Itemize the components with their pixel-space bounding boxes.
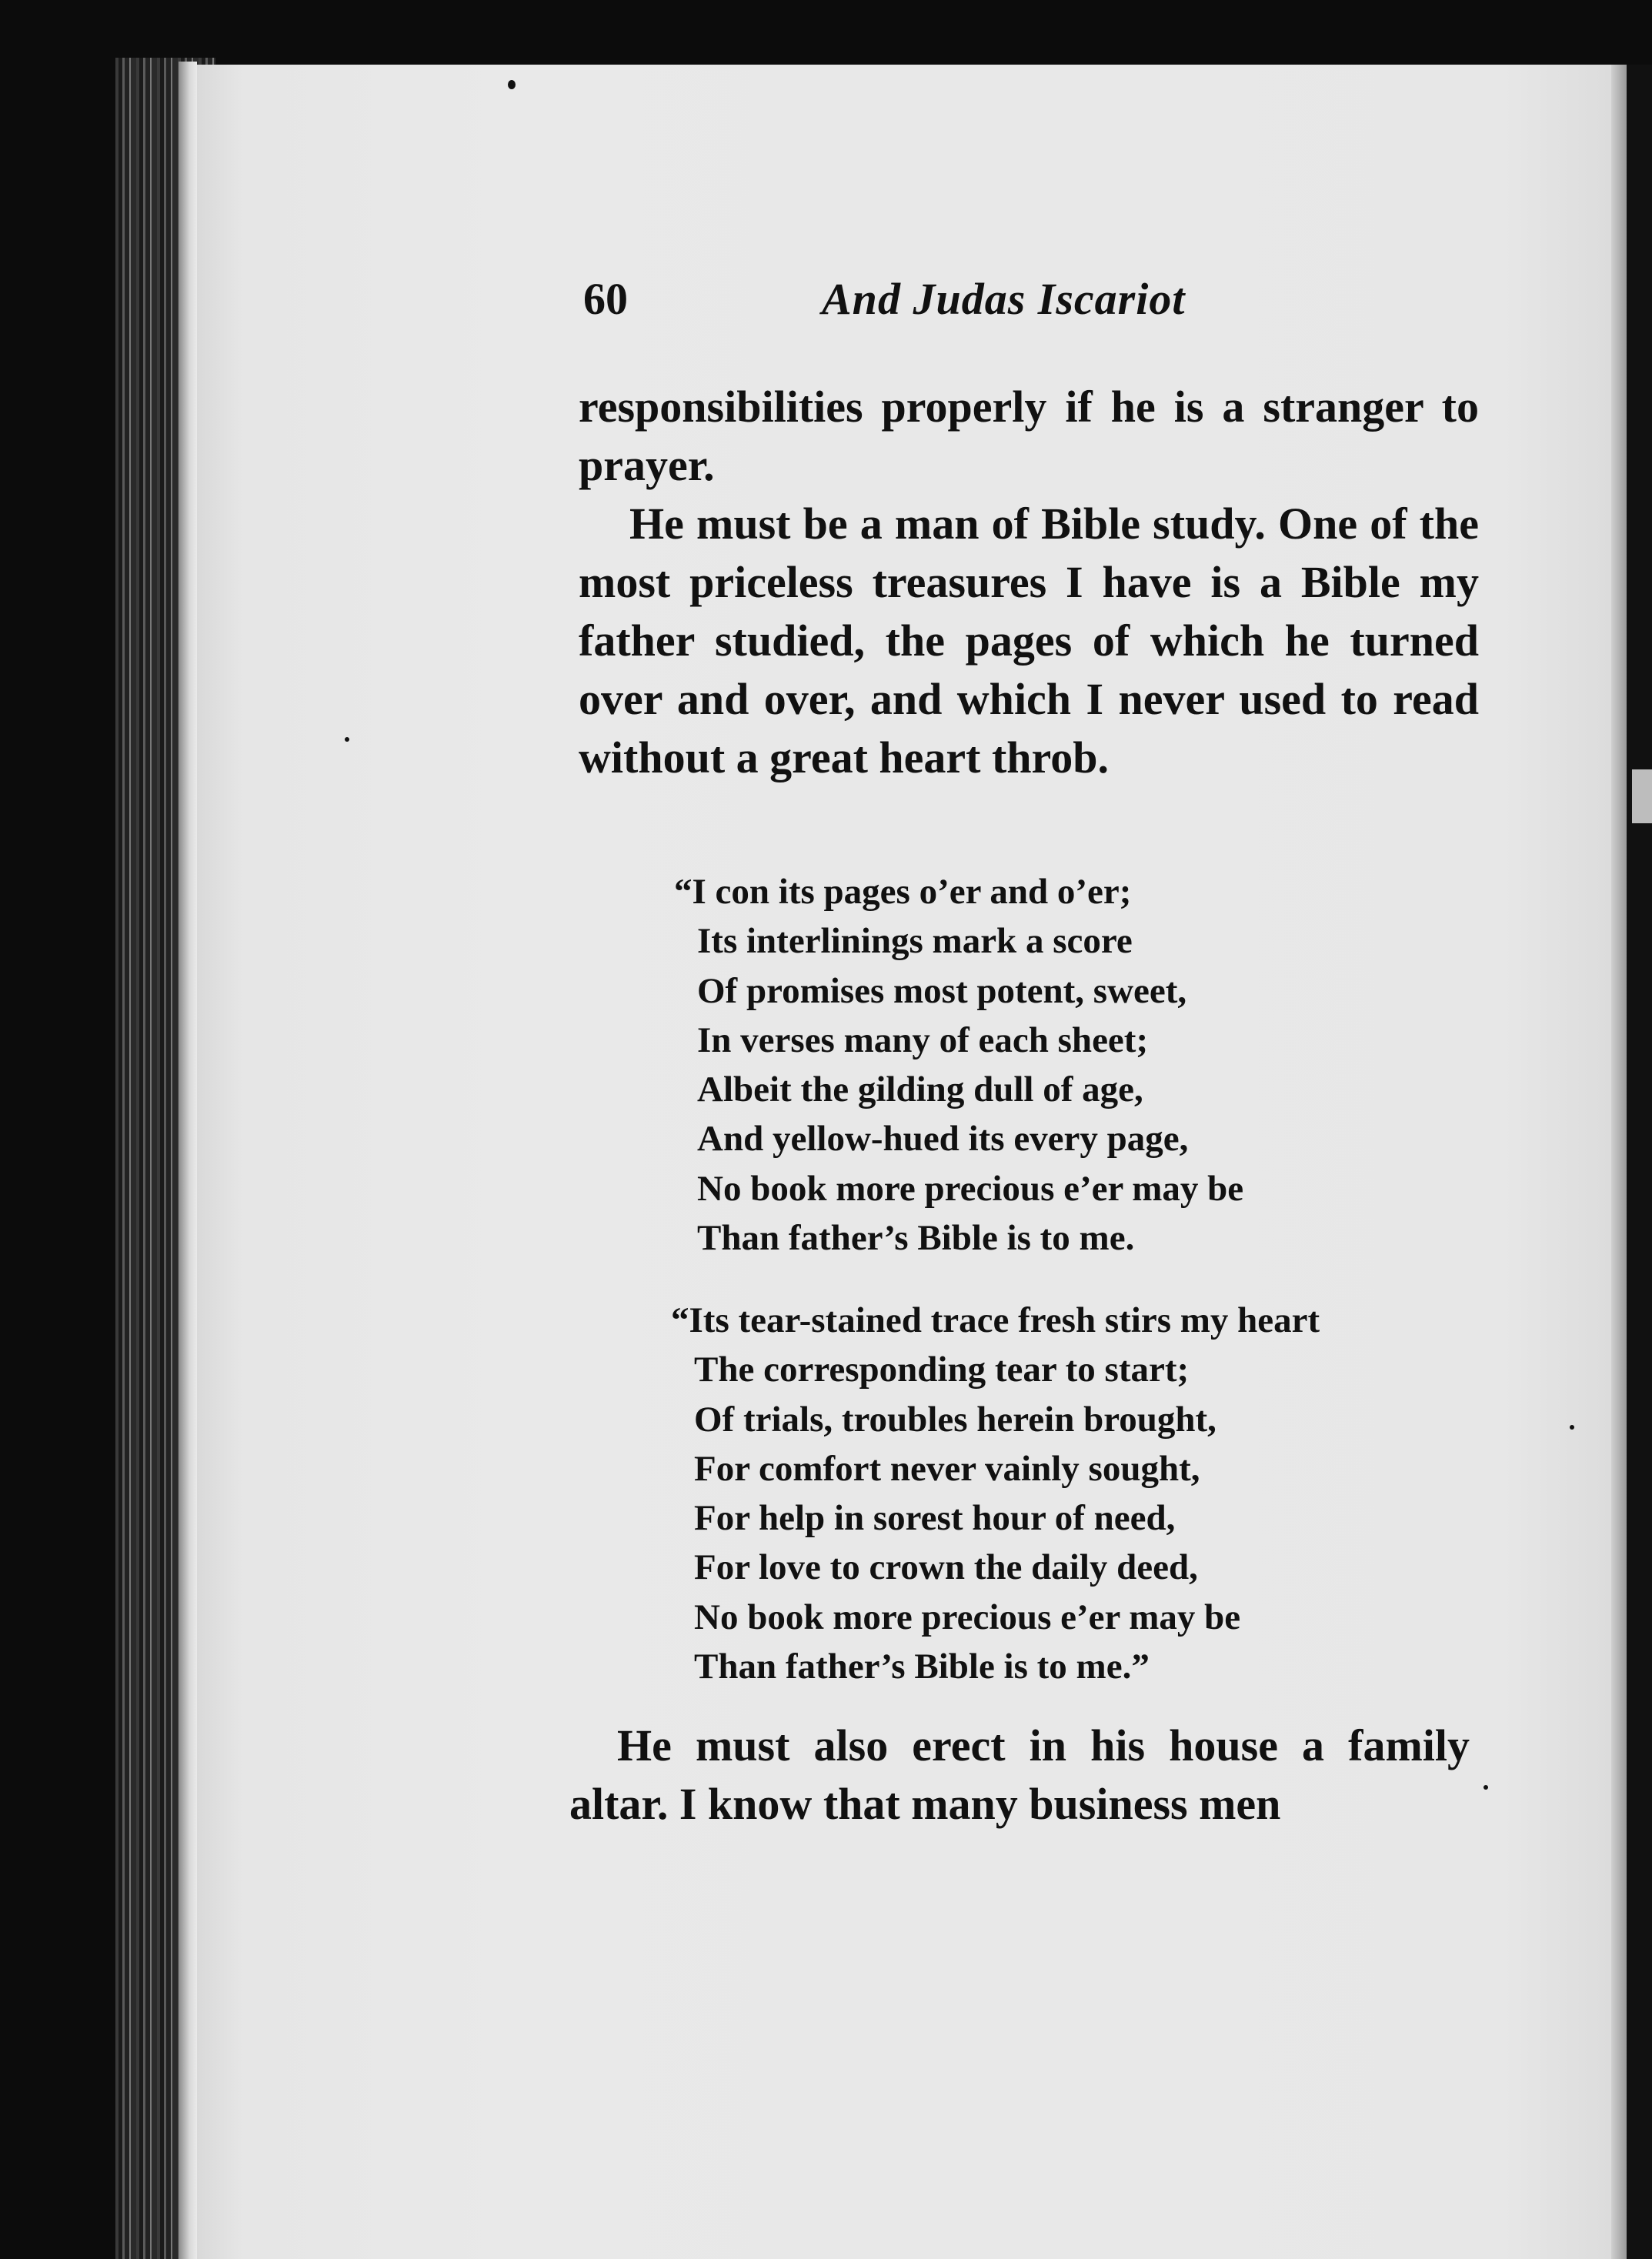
poem-line: In verses many of each sheet; — [697, 1019, 1149, 1060]
poem-line: And yellow-hued its every page, — [697, 1119, 1189, 1160]
poem-line: For comfort never vainly sought, — [694, 1448, 1200, 1489]
page-number: 60 — [583, 274, 628, 324]
poem-line: Than father’s Bible is to me. — [697, 1218, 1135, 1259]
paragraph-block-top — [579, 378, 1479, 787]
paragraph-continued: responsibilities properly if he is a stranger to prayer. — [579, 382, 1479, 490]
paragraph-family-altar: He must also erect in his house a family altar. I know that many business men — [569, 1720, 1470, 1829]
scan-speck — [508, 80, 516, 89]
poem-line: No book more precious e’er may be — [694, 1597, 1241, 1637]
scan-border-right — [1627, 65, 1652, 2259]
poem-line: Albeit the gilding dull of age, — [697, 1069, 1143, 1110]
poem-line: For love to crown the daily deed, — [694, 1547, 1198, 1588]
poem-line: No book more precious e’er may be — [697, 1168, 1244, 1209]
scan-speck — [345, 737, 349, 742]
page-gutter-edge — [179, 62, 197, 2259]
poem-stanza-1 — [674, 867, 1244, 1263]
next-page-sliver — [1632, 769, 1652, 823]
scan-speck — [1570, 1425, 1574, 1430]
poem-line: Than father’s Bible is to me.” — [694, 1647, 1150, 1687]
scan-speck — [1483, 1785, 1488, 1790]
poem-line: The corresponding tear to start; — [694, 1350, 1190, 1390]
page-right-edge — [1611, 65, 1627, 2259]
paragraph-bible-study: He must be a man of Bible study. One of the most priceless treasures I have is a Bible my father studied, the pages of which he turned over and over, and which I never used to read without a great heart throb. — [579, 499, 1479, 782]
paragraph-block-bottom — [569, 1717, 1470, 1834]
poem-line: Its interlinings mark a score — [697, 921, 1133, 962]
poem-line: “I con its pages o’er and o’er; — [674, 872, 1132, 912]
poem-line: Of promises most potent, sweet, — [697, 970, 1187, 1011]
poem-line: For help in sorest hour of need, — [694, 1498, 1176, 1539]
running-head — [583, 273, 1476, 335]
running-head-title: And Judas Iscariot — [822, 274, 1186, 324]
poem-stanza-2 — [671, 1296, 1320, 1691]
poem-line: “Its tear-stained trace fresh stirs my heart — [671, 1300, 1320, 1340]
poem-line: Of trials, troubles herein brought, — [694, 1399, 1216, 1440]
